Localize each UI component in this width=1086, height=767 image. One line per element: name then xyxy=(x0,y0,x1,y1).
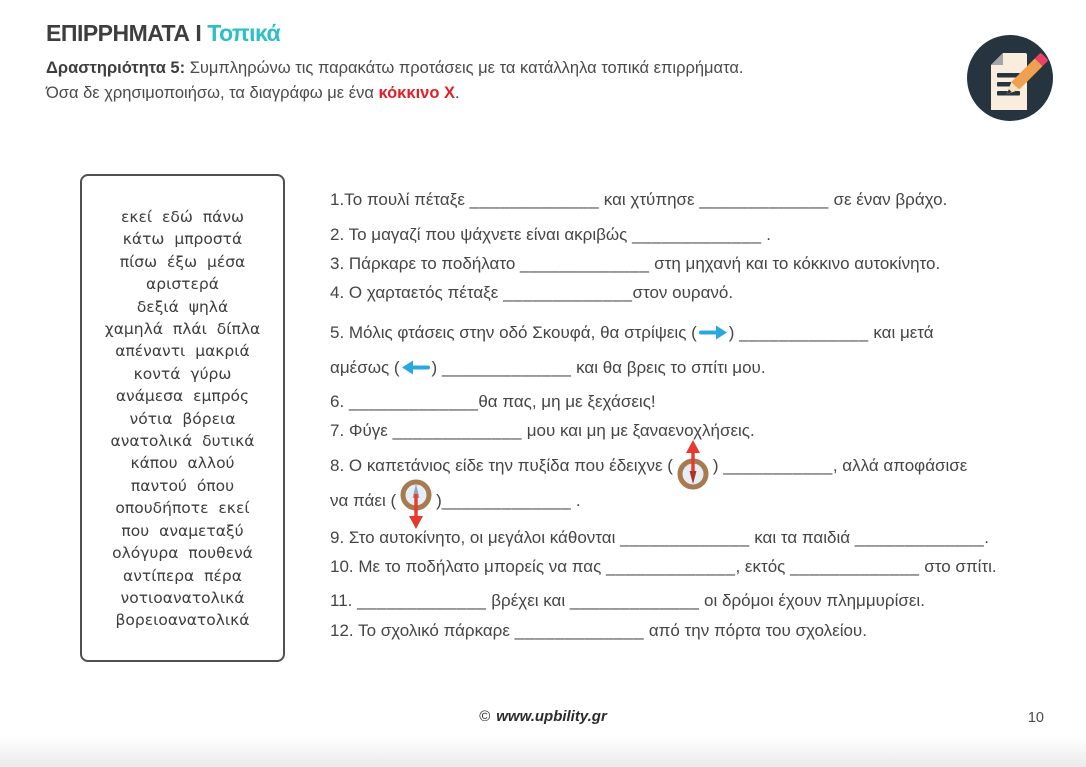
arrow-right-icon xyxy=(698,324,728,341)
blank-field: _____________ xyxy=(790,557,920,576)
blank-field: _____________ xyxy=(357,591,487,610)
sentence-text: και θα βρεις το σπίτι μου. xyxy=(571,358,766,377)
sentence-text: 8. Ο καπετάνιος είδε την πυξίδα που έδειχνε ( xyxy=(330,456,673,475)
page-title-accent: Τοπικά xyxy=(207,20,281,46)
blank-field: _____________ xyxy=(514,621,645,640)
word-bank-line: παντού όπου xyxy=(130,476,235,495)
blank-field: _____________ xyxy=(854,528,985,547)
blank-field: _____________ xyxy=(469,190,600,209)
footer-copyright xyxy=(0,708,1086,725)
sentence-text: 10. Με το ποδήλατο μπορείς να πας xyxy=(330,557,607,576)
blank-field: _____________ xyxy=(739,323,869,342)
word-bank-line: κάπου αλλού xyxy=(130,454,235,473)
sentence-5-part2 xyxy=(330,358,1010,378)
sentence-text: βρέχει και xyxy=(486,591,570,610)
activity-instructions xyxy=(46,56,766,106)
exercise-list xyxy=(330,190,1010,641)
sentence-text: 2. Το μαγαζί που ψάχνετε είναι ακριβώς xyxy=(330,225,633,244)
sentence-text: ) xyxy=(436,491,442,510)
sentence-text: . xyxy=(571,491,581,510)
sentence-text: 1.Το πουλί πέταξε xyxy=(330,190,470,209)
sentence-text: . xyxy=(984,528,989,547)
sentence-2 xyxy=(330,225,1010,245)
word-bank-line: αντίπερα πέρα xyxy=(123,566,242,585)
word-bank-line: αριστερά xyxy=(146,275,219,294)
word-bank-line: πίσω έξω μέσα xyxy=(119,252,246,271)
instruction-post: . xyxy=(455,84,460,102)
sentence-6 xyxy=(330,392,1010,412)
activity-line-1 xyxy=(46,56,766,81)
word-bank-line: οπουδήποτε εκεί xyxy=(115,499,250,518)
blank-field: _____________ xyxy=(569,591,700,610)
blank-field: _____________ xyxy=(348,392,479,411)
blank-field: _____________ xyxy=(620,528,750,547)
compass-needle-up-icon xyxy=(675,440,711,494)
sentence-7 xyxy=(330,421,1010,441)
sentence-text: . xyxy=(761,225,771,244)
sentence-10 xyxy=(330,557,1010,577)
word-bank-line: χαμηλά πλάι δίπλα xyxy=(104,320,261,339)
sentence-text: 11. xyxy=(330,591,358,610)
sentence-12 xyxy=(330,621,1010,641)
sentence-text: 7. Φύγε xyxy=(330,421,393,440)
sentence-text: 3. Πάρκαρε το ποδήλατο xyxy=(330,254,521,273)
sentence-text: θα πας, μη με ξεχάσεις! xyxy=(478,392,656,411)
notes-pencil-icon xyxy=(966,34,1054,122)
instruction-pre: Όσα δε χρησιμοποιήσω, τα διαγράφω με ένα xyxy=(46,84,379,102)
page-number: 10 xyxy=(1027,710,1044,726)
sentence-text: σε έναν βράχο. xyxy=(828,190,948,209)
sentence-text: οι δρόμοι έχουν πλημμυρίσει. xyxy=(699,591,925,610)
word-bank-line: απέναντι μακριά xyxy=(115,342,250,361)
word-bank-line: εκεί εδώ πάνω xyxy=(120,208,245,226)
blank-field: _____________ xyxy=(392,421,522,440)
sentence-text: 6. xyxy=(330,392,349,411)
sentence-8-part1 xyxy=(330,456,1010,476)
word-bank-line: κοντά γύρω xyxy=(133,364,232,383)
sentence-text: ) xyxy=(431,358,442,377)
copyright-symbol: © xyxy=(479,708,491,725)
blank-field: _____________ xyxy=(520,254,650,273)
compass-needle-down-icon xyxy=(398,475,434,529)
word-bank-line: ανάμεσα εμπρός xyxy=(115,387,250,406)
sentence-3 xyxy=(330,254,1010,274)
blank-field: _____________ xyxy=(632,225,762,244)
sentence-9 xyxy=(330,528,1010,548)
sentence-text: , αλλά αποφάσισε xyxy=(832,456,968,475)
page-bottom-shadow xyxy=(0,737,1086,767)
sentence-text: και τα παιδιά xyxy=(749,528,855,547)
sentence-text: να πάει ( xyxy=(330,491,397,510)
sentence-4 xyxy=(330,283,1010,303)
word-bank-line: βορειοανατολικά xyxy=(115,611,250,630)
blank-field: _____________ xyxy=(441,491,572,510)
sentence-text: στον ουρανό. xyxy=(632,283,734,302)
sentence-text: και μετά xyxy=(868,323,934,342)
word-bank-line: που αναμεταξύ xyxy=(121,521,244,540)
blank-field: ___________ xyxy=(723,456,833,475)
sentence-text: , εκτός xyxy=(735,557,791,576)
activity-text: Συμπληρώνω τις παρακάτω προτάσεις με τα κατάλληλα τοπικά επιρρήματα. xyxy=(185,59,744,77)
sentence-1 xyxy=(330,190,1010,210)
blank-field: _____________ xyxy=(441,358,572,377)
sentence-text: 9. Στο αυτοκίνητο, οι μεγάλοι κάθονται xyxy=(330,528,621,547)
word-bank-line: νοτιοανατολικά xyxy=(120,588,245,607)
sentence-5-part1 xyxy=(330,323,1010,343)
sentence-text: ) xyxy=(728,323,740,342)
sentence-text: 4. Ο χαρταετός πέταξε xyxy=(330,283,504,302)
sentence-text: αμέσως ( xyxy=(330,358,400,377)
word-bank-line: νότια βόρεια xyxy=(129,409,236,428)
sentence-text: 12. Το σχολικό πάρκαρε xyxy=(330,621,515,640)
red-x-highlight: κόκκινο Χ xyxy=(378,84,456,102)
sentence-text: στο σπίτι. xyxy=(919,557,997,576)
word-bank-line: ολόγυρα πουθενά xyxy=(112,544,253,563)
activity-line-2 xyxy=(46,81,766,106)
word-bank-line: ανατολικά δυτικά xyxy=(110,432,255,451)
sentence-8-part2 xyxy=(330,491,1010,511)
sentence-11 xyxy=(330,591,1010,611)
footer-site: www.upbility.gr xyxy=(496,708,607,725)
page-title xyxy=(46,20,280,47)
arrow-left-icon xyxy=(401,359,431,376)
sentence-text: στη μηχανή και το κόκκινο αυτοκίνητο. xyxy=(649,254,941,273)
sentence-text: και χτύπησε xyxy=(599,190,700,209)
page-title-main: ΕΠΙΡΡΗΜΑΤΑ Ι xyxy=(46,20,202,46)
sentence-text: από την πόρτα του σχολείου. xyxy=(644,621,867,640)
word-bank-line: δεξιά ψηλά xyxy=(136,297,229,316)
word-bank-line: κάτω μπροστά xyxy=(122,230,243,249)
blank-field: _____________ xyxy=(503,283,633,302)
activity-label: Δραστηριότητα 5: xyxy=(46,59,186,77)
sentence-text: μου και μη με ξαναενοχλήσεις. xyxy=(522,421,755,440)
sentence-text: ) xyxy=(712,456,724,475)
blank-field: _____________ xyxy=(699,190,829,209)
word-bank-box xyxy=(80,174,285,662)
sentence-text: 5. Μόλις φτάσεις στην οδό Σκουφά, θα στρίψεις ( xyxy=(330,323,697,342)
blank-field: _____________ xyxy=(606,557,736,576)
